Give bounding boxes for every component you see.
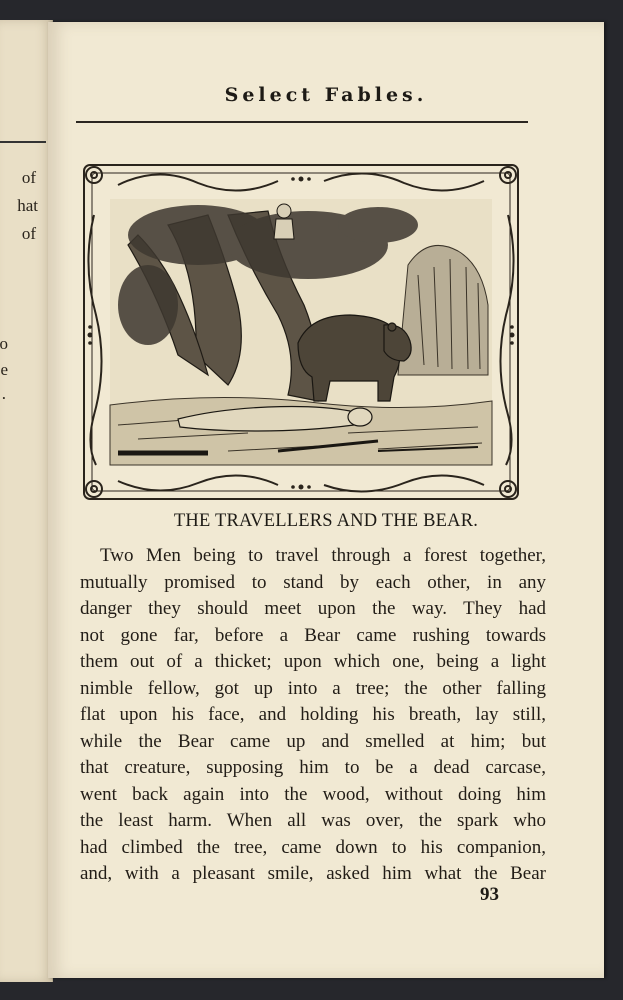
text-line: while the Bear came up and smelled at him; but — [80, 730, 546, 752]
text-line: not gone far, before a Bear came rushing towards — [80, 624, 546, 646]
previous-page-fragment: of — [21, 168, 36, 187]
previous-page-edge — [0, 20, 53, 982]
running-head: Select Fables. — [224, 84, 428, 106]
text-line: that creature, supposing him to be a dead carcase, — [80, 757, 546, 778]
text-line: danger they should meet upon the way. They had — [80, 598, 546, 619]
fable-title: THE TRAVELLERS AND THE BEAR. — [173, 511, 479, 531]
frame-scroll-right — [500, 215, 513, 465]
frame-scroll-left — [88, 215, 101, 465]
text-line: flat upon his face, and holding his breath, lay still, — [80, 704, 546, 725]
text-line: nimble fellow, got up into a tree; the other falling — [80, 677, 546, 699]
corner-scroll-bottom-right — [500, 481, 516, 497]
previous-page-fragment: . — [1, 384, 6, 403]
header-rule — [76, 121, 528, 123]
previous-page-rule — [0, 141, 46, 143]
text-line: went back again into the wood, without doing him — [80, 783, 546, 805]
frame-scroll-top — [118, 173, 484, 190]
corner-scroll-top-left — [86, 167, 102, 183]
text-line: the least harm. When all was over, the spark who — [80, 810, 546, 831]
text-line: Two Men being to travel through a forest together, — [100, 545, 546, 566]
corner-scroll-top-right — [500, 167, 516, 183]
text-line: mutually promised to stand by each other, in any — [80, 571, 546, 593]
page-number: 93 — [480, 884, 499, 905]
previous-page-fragment: e — [0, 360, 8, 379]
corner-scroll-bottom-left — [86, 481, 102, 497]
previous-page-fragment: o — [0, 334, 8, 353]
previous-page-fragment: hat — [17, 196, 38, 215]
fable-text — [80, 543, 546, 888]
text-line: them out of a thicket; upon which one, being a light — [80, 651, 546, 672]
previous-page-fragment: of — [21, 224, 36, 243]
text-line: and, with a pleasant smile, asked him what the Bear — [80, 863, 546, 884]
man-in-tree — [274, 204, 294, 239]
woodcut-illustration — [78, 155, 524, 515]
book-page — [48, 22, 604, 978]
woodcut-scene — [110, 199, 492, 465]
text-line: had climbed the tree, came down to his companion, — [80, 836, 546, 858]
